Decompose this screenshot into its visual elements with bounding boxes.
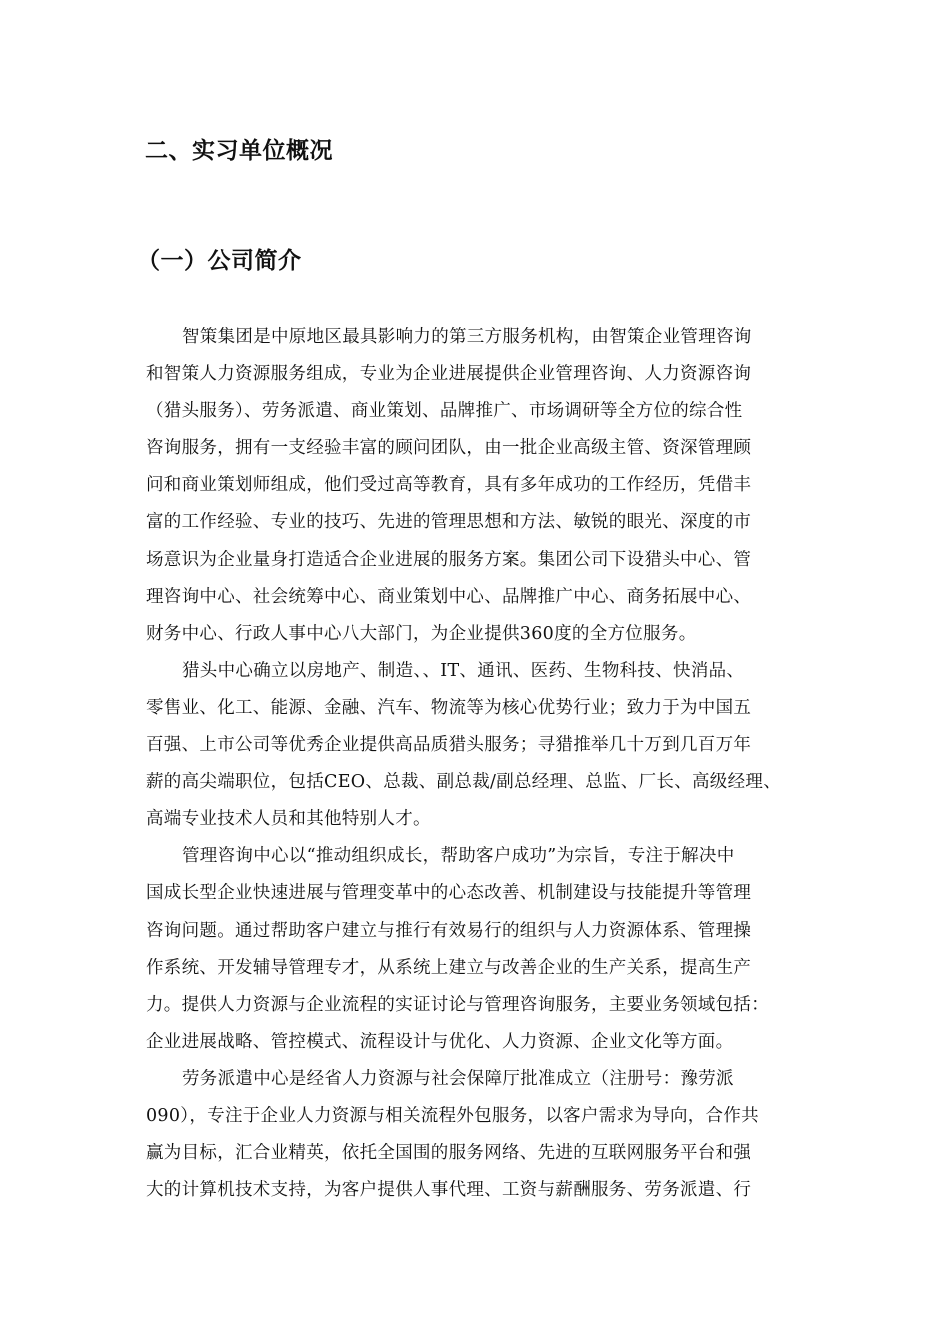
- text-line: 富的工作经验、专业的技巧、先进的管理思想和方法、敏锐的眼光、深度的市: [146, 512, 752, 533]
- subsection-heading: （一）公司简介: [137, 248, 302, 274]
- text-line: 场意识为企业量身打造适合企业进展的服务方案。集团公司下设猎头中心、管: [146, 549, 752, 570]
- text-line: 企业进展战略、管控模式、流程设计与优化、人力资源、企业文化等方面。: [146, 1031, 734, 1052]
- text-line: （猎头服务）、劳务派遣、商业策划、品牌推广、市场调研等全方位的综合性: [146, 401, 743, 422]
- text-line: 赢为目标，汇合业精英，依托全国围的服务网络、先进的互联网服务平台和强: [146, 1143, 752, 1164]
- body-text: [146, 319, 826, 1209]
- text-line: 力。提供人力资源与企业流程的实证讨论与管理咨询服务，主要业务领域包括：: [146, 994, 769, 1015]
- text-line: 国成长型企业快速进展与管理变革中的心态改善、机制建设与技能提升等管理: [146, 883, 752, 904]
- text-line: 理咨询中心、社会统筹中心、商业策划中心、品牌推广中心、商务拓展中心、: [146, 586, 752, 607]
- text-line: 猎头中心确立以房地产、制造、、IT、通讯、医药、生物科技、快消品、: [182, 660, 745, 681]
- paragraph-consulting-center: [146, 838, 826, 1061]
- text-line: 财务中心、行政人事中心八大部门，为企业提供360度的全方位服务。: [146, 623, 697, 644]
- paragraph-headhunting-center: [146, 653, 826, 838]
- text-line: 和智策人力资源服务组成，专业为企业进展提供企业管理咨询、人力资源咨询: [146, 364, 752, 385]
- text-line: 大的计算机技术支持，为客户提供人事代理、工资与薪酬服务、劳务派遣、行: [146, 1180, 752, 1201]
- text-line: 问和商业策划师组成，他们受过高等教育，具有多年成功的工作经历，凭借丰: [146, 475, 752, 496]
- text-line: 作系统、开发辅导管理专才，从系统上建立与改善企业的生产关系，提高生产: [146, 957, 752, 978]
- text-line: 零售业、化工、能源、金融、汽车、物流等为核心优势行业；致力于为中国五: [146, 697, 752, 718]
- text-line: 百强、上市公司等优秀企业提供高品质猎头服务；寻猎推举几十万到几百万年: [146, 735, 752, 756]
- paragraph-company-overview: [146, 319, 826, 653]
- text-line: 咨询问题。通过帮助客户建立与推行有效易行的组织与人力资源体系、管理操: [146, 920, 752, 941]
- text-line: 劳务派遣中心是经省人力资源与社会保障厅批准成立（注册号：豫劳派: [182, 1068, 734, 1089]
- text-line: 薪的高尖端职位，包括CEO、总裁、副总裁/副总经理、总监、厂长、高级经理、: [146, 772, 782, 793]
- text-line: 管理咨询中心以“推动组织成长，帮助客户成功”为宗旨，专注于解决中: [182, 846, 735, 867]
- text-line: 智策集团是中原地区最具影响力的第三方服务机构，由智策企业管理咨询: [182, 327, 752, 347]
- text-line: 咨询服务，拥有一支经验丰富的顾问团队，由一批企业高级主管、资深管理顾: [146, 438, 752, 459]
- section-heading: 二、实习单位概况: [145, 138, 333, 164]
- text-line: 090），专注于企业人力资源与相关流程外包服务，以客户需求为导向，合作共: [146, 1105, 759, 1126]
- text-line: 高端专业技术人员和其他特别人才。: [146, 809, 431, 830]
- paragraph-labor-dispatch-center: [146, 1061, 826, 1209]
